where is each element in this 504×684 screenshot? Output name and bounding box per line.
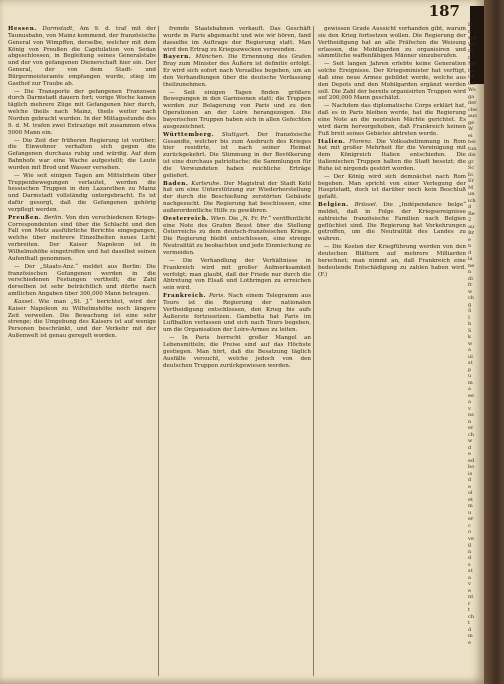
article-paragraph	[8, 264, 156, 298]
edge-text-fragment: s	[468, 561, 471, 568]
dateline-place: Wien.	[210, 215, 227, 222]
article-paragraph	[163, 335, 311, 369]
dateline-place: Berlin.	[44, 214, 64, 221]
article-text: — Die Verhandlung der Verhältnisse in Frankreich wird mit großer Aufmerksamkeit verfolgt; man glaubt, daß der Friede nur durch die Abtretung von Elsaß und Lothringen zu erreichen sein wird.	[163, 257, 311, 292]
edge-text-fragment: h	[468, 321, 472, 327]
article-paragraph	[8, 173, 156, 214]
article-paragraph	[163, 258, 311, 292]
article-paragraph	[318, 244, 466, 278]
dateline-place: Karlsruhe.	[191, 180, 222, 187]
edge-text-fragment: aus	[468, 113, 477, 119]
edge-text-fragment: e	[468, 483, 471, 490]
edge-text-fragment: d	[468, 444, 472, 451]
edge-text-fragment: v	[468, 405, 471, 412]
edge-text-fragment: sch	[468, 35, 477, 41]
article-paragraph	[318, 139, 466, 173]
article-paragraph	[163, 216, 311, 257]
edge-text-fragment: D	[468, 22, 473, 28]
dateline-place: München.	[195, 54, 224, 61]
edge-text-fragment: er	[468, 425, 474, 431]
edge-text-fragment: I	[468, 314, 470, 321]
edge-text-fragment: Me	[468, 61, 477, 67]
edge-text-fragment: Br	[468, 230, 475, 236]
edge-text-fragment: n	[468, 54, 472, 61]
article-text: — Wie seit einigen Tagen am Mittelrhein über Truppenbewegungen verlautet, werden die hessischen Truppen in den Lazarethen zu Mainz und Darmstadt vollständig untergebracht. Es ist dafür gesorgt, daß die Gefangenen gehörig verpflegt werden.	[8, 172, 156, 213]
book-gutter	[484, 0, 504, 684]
section-heading: Italien.	[318, 138, 346, 145]
article-paragraph	[8, 89, 156, 137]
dateline-place: Kassel.	[14, 298, 35, 305]
edge-text-fragment: a	[468, 347, 471, 353]
article-paragraph	[318, 174, 466, 201]
edge-text-fragment: e	[468, 639, 471, 646]
edge-text-fragment: v	[468, 581, 471, 587]
edge-text-fragment: bi	[468, 171, 473, 178]
edge-text-fragment: un	[468, 74, 475, 80]
article-paragraph	[318, 103, 466, 137]
edge-text-fragment: is	[468, 470, 473, 477]
article-text: Die Ernennung des Grafen Bray zum Minister des Äußern ist definitiv erfolgt. Er wird sich sofort nach Versailles begeben, um an den Verhandlungen über die deutsche Verfassung theilzunehmen.	[163, 54, 311, 88]
edge-text-fragment: rk	[468, 48, 474, 54]
edge-text-fragment: d	[468, 249, 472, 256]
edge-text-fragment: ge	[468, 119, 475, 126]
dateline-place: Florenz.	[349, 138, 373, 145]
edge-text-fragment: tun	[468, 145, 477, 152]
section-heading: Hessen.	[8, 26, 37, 32]
section-heading: Oesterreich.	[163, 215, 209, 222]
edge-text-fragment: ne	[468, 262, 475, 269]
edge-text-fragment: he	[468, 67, 475, 74]
section-heading: Baden.	[163, 180, 189, 187]
edge-text-fragment: st	[468, 568, 473, 574]
edge-text-fragment: u	[468, 509, 472, 516]
article-paragraph	[8, 26, 156, 88]
adjacent-page-text-fragments	[468, 22, 484, 662]
edge-text-fragment: k	[468, 334, 472, 340]
article-paragraph	[318, 26, 466, 60]
edge-text-fragment: ns	[468, 412, 474, 418]
article-text: — In Paris herrscht großer Mangel an Lebensmitteln; die Preise sind auf das Höchste gestiegen. Man hört, daß die Besatzung täglich Ausfälle versucht, welche jedoch von den deutschen Truppen zurückgewiesen werden.	[163, 335, 311, 369]
edge-text-fragment: di	[468, 275, 473, 282]
text-column-3	[318, 26, 466, 678]
article-text: — Die Zeit der früheren Regierung ist vorüber; die Einwohner verhalten sich gegen die Gefangenen durchaus ruhig und würdig. Auf dem Bahnhofe war eine Wache aufgestellt; die Leute wurden mit Brod und Wasser versehen.	[8, 137, 156, 171]
edge-text-fragment: er	[468, 516, 474, 522]
edge-text-fragment: 2	[468, 217, 472, 223]
edge-text-fragment: ve	[468, 535, 474, 542]
column-rule	[158, 26, 159, 676]
edge-text-fragment: M	[468, 184, 474, 191]
section-heading: Frankreich.	[163, 293, 207, 300]
section-heading: Bayern.	[163, 54, 192, 61]
section-heading: Belgien.	[318, 202, 349, 209]
edge-text-fragment: w	[468, 288, 473, 295]
article-paragraph	[163, 54, 311, 88]
edge-text-fragment: r	[468, 600, 471, 607]
edge-text-fragment: e	[468, 451, 471, 457]
edge-text-fragment: n	[468, 243, 472, 249]
section-heading: Preußen.	[8, 214, 42, 221]
article-paragraph	[8, 138, 156, 172]
edge-text-fragment: n	[468, 28, 472, 35]
edge-text-fragment: die	[468, 152, 476, 158]
edge-text-fragment: der	[468, 100, 477, 106]
article-paragraph	[163, 293, 311, 334]
article-text: Von den verschiedenen Kriegs-Correspondenten sind über die Schlacht und den Fall von Metz ausführliche Berichte eingegangen, welche über mehrere Einzelheiten neues Licht verbreiten. Der Kaiser Napoleon ist in Wilhelmshöhe eingetroffen und hat daselbst seinen Aufenthalt genommen.	[8, 214, 156, 262]
edge-text-fragment: n	[468, 548, 472, 555]
edge-text-fragment: ch	[468, 295, 475, 301]
article-text: fremde Staatsbahnen verkauft. Das Geschäft wurde in Paris abgemacht und wie wir hören, fand dasselbe im Auftrage der Regierung statt. Man wird den Ertrag zu Kriegszwecken verwenden.	[163, 26, 311, 53]
edge-text-fragment: S	[468, 327, 472, 334]
edge-text-fragment: p	[468, 366, 472, 373]
article-text: — Der „Staats-Anz.“ meldet aus Berlin: Die französischen Gefangenen werden in die verschiedenen Festungen vertheilt; die Zahl derselben ist sehr beträchtlich und dürfte nach amtlichen Angaben über 300,000 Mann betragen.	[8, 263, 156, 298]
article-text: — Seit langen Jahren erlebte keine Generation solche Ereignisse. Der Kriegsminister hat verfügt, daß eine neue Armee gebildet werde, welche aus den Depots und den Mobilgarden ergänzt werden soll. Die Zahl der bereits organisirten Truppen wird auf 200,000 Mann geschätzt.	[318, 61, 466, 102]
article-text: — Der König wird sich demnächst nach Rom begeben. Man spricht von einer Verlegung der Hauptstadt, doch ist darüber noch kein Beschluß gefaßt.	[318, 173, 466, 201]
edge-text-fragment: g	[468, 301, 472, 308]
edge-text-fragment: d	[468, 477, 472, 483]
edge-text-fragment: ich	[468, 197, 476, 204]
edge-text-fragment: et	[468, 496, 473, 503]
article-text: Der Magistrat der Stadt Kehl hat um eine Unterstützung zur Wiederherstellung der durch die Beschießung zerstörten Gebäude nachgesucht. Die Regierung hat beschlossen, eine außerordentliche Hilfe zu gewähren.	[163, 180, 311, 214]
edge-text-fragment: ol	[468, 490, 473, 496]
edge-text-fragment: bei	[468, 139, 476, 145]
article-text: Am 9. d. traf mit der Taunusbahn, von Mainz kommend, der französische General von Wimpffen, derselbe, welcher mit dem König von Preußen die Capitulation von Sedan abgeschlossen, in Begleitung seines Generalstabs und der von gefangenen Dienerschaft hier ein. Der General, der von dem Stadt- und Bürgermeisteramte empfangen wurde, stieg im Gasthof zur Traube ab.	[8, 26, 156, 87]
edge-text-fragment: au	[468, 223, 475, 230]
edge-text-fragment: We	[468, 41, 476, 48]
edge-text-fragment: fr	[468, 282, 473, 288]
dateline-place: Stuttgart.	[221, 131, 250, 138]
article-text: — Die Transporte der gefangenen Franzosen durch Darmstadt dauern fort; vorige Woche kamen täglich mehrere Züge mit Gefangenen hier durch, welche theils nach Mainz, theils weiter nach Norden gebracht wurden. In der Mittagsstunde des 9. d. M. trafen zwei Extrazüge mit zusammen etwa 5000 Mann ein.	[8, 88, 156, 136]
edge-text-fragment: a	[468, 399, 471, 405]
edge-text-fragment: S	[468, 308, 472, 314]
edge-text-fragment: nt	[468, 594, 474, 600]
article-paragraph	[163, 181, 311, 215]
edge-text-fragment: bo	[468, 464, 475, 470]
edge-text-fragment: ei	[468, 132, 473, 139]
edge-text-fragment: m	[468, 503, 473, 509]
article-paragraph	[163, 26, 311, 53]
article-paragraph	[318, 202, 466, 243]
page-number: 187	[428, 2, 460, 20]
edge-text-fragment: un	[468, 191, 475, 197]
edge-text-fragment: ga	[468, 93, 475, 100]
edge-text-fragment: a	[468, 386, 471, 392]
article-text: Der französische Gesandte, welcher bis zum Ausbruch des Krieges hier residirte, ist nach seiner Heimat zurückgekehrt. Die Stimmung in der Bevölkerung ist eine durchaus patriotische; die Sammlungen für die Verwundeten haben reichliche Erträge geliefert.	[163, 131, 311, 179]
article-text: Die „Indépendance belge“ meldet, daß in Folge der Kriegsereignisse zahlreiche französische Familien nach Belgien geflüchtet sind. Die Regierung hat Vorkehrungen getroffen, um die Neutralität des Landes zu wahren.	[318, 202, 466, 243]
edge-text-fragment: Wo	[468, 87, 476, 93]
article-text: Die „N. Fr. Pr.“ veröffentlicht eine Note des Grafen Beust über die Stellung Österreichs zu dem deutsch-französischen Kriege. Die Regierung bleibt entschlossen, eine strenge Neutralität zu beobachten und jede Einmischung zu vermeiden.	[163, 215, 311, 256]
edge-text-fragment: n	[468, 269, 472, 275]
edge-text-fragment: Sc	[468, 165, 475, 171]
column-rule	[313, 26, 314, 676]
edge-text-fragment: ch	[468, 431, 475, 438]
edge-text-fragment: W	[468, 126, 474, 132]
edge-text-fragment: d	[468, 626, 472, 633]
article-text: Die Volksabstimmung in Rom hat mit großer Mehrheit für die Vereinigung mit dem Königreich Italien entschieden. Die italienischen Truppen halten die Stadt besetzt; die Ruhe ist nirgends gestört worden.	[318, 138, 466, 172]
article-text: gewissen Grade Aussicht vorhanden gibt, warum sie den Krieg fortsetzen wollen. Die Regierung der Vertheidigung hat an alle Präfecten die Weisung erlassen, die Mobilgarden zu organisiren und sämmtliche waffenfähigen Männer einzuberufen.	[318, 26, 466, 60]
text-column-1	[8, 26, 156, 678]
edge-text-fragment: w	[468, 340, 473, 347]
edge-text-fragment: m	[468, 633, 473, 639]
article-text: — Nachdem das diplomatische Corps erklärt hat, daß es in Paris bleiben werde, hat die Regierung eine Note an die neutralen Mächte gerichtet. Es wird darin hervorgehoben, daß Frankreich keinen Fuß breit seines Gebietes abtreten werde.	[318, 103, 466, 137]
section-heading: Württemberg.	[163, 131, 215, 138]
edge-text-fragment: Er	[468, 178, 475, 184]
edge-text-fragment: ed	[468, 457, 475, 464]
edge-text-fragment: a	[468, 574, 471, 581]
edge-text-fragment: n	[468, 418, 472, 425]
article-text: — Seit einigen Tagen finden größere Bewegungen in den Garnisonen statt; die Truppen werden zur Belagerung von Paris und zu den Operationen an der Loire herangezogen. Die bayerischen Truppen haben sich in allen Gefechten ausgezeichnet.	[163, 89, 311, 130]
edge-text-fragment: c	[468, 522, 471, 529]
edge-text-fragment: gr	[468, 158, 474, 165]
edge-text-fragment: m	[468, 379, 473, 386]
edge-text-fragment: ch	[468, 613, 475, 620]
edge-text-fragment: Ge	[468, 80, 475, 87]
edge-text-fragment: d	[468, 555, 472, 561]
edge-text-fragment: g	[468, 542, 472, 548]
article-paragraph	[8, 299, 156, 340]
article-paragraph	[163, 132, 311, 180]
edge-text-fragment: la	[468, 256, 473, 262]
article-text: Nach einem Telegramm aus Tours ist die Regierung der nationalen Vertheidigung entschlossen, den Krieg bis aufs Äußerste fortzusetzen. Gambetta hat Paris im Luftballon verlassen und sich nach Tours begeben, um die Organisation der Loire-Armee zu leiten.	[163, 293, 311, 334]
edge-text-fragment: ee	[468, 392, 474, 399]
dateline-place: Darmstadt,	[42, 26, 75, 32]
edge-text-fragment: che	[468, 106, 477, 113]
edge-text-fragment: o	[468, 529, 472, 535]
edge-text-fragment: t	[468, 607, 471, 613]
dateline-place: Brüssel.	[354, 202, 378, 209]
edge-text-fragment: st	[468, 360, 473, 366]
edge-text-fragment: u	[468, 373, 472, 379]
edge-text-fragment: e	[468, 236, 471, 243]
edge-text-fragment: Re	[468, 210, 475, 217]
dateline-place: Paris.	[209, 293, 226, 300]
article-text: — Die Kosten der Kriegführung werden von den deutschen Blättern auf mehrere Milliarden berechnet; man nimmt an, daß Frankreich eine bedeutende Entschädigung zu zahlen haben wird. (F.)	[318, 244, 466, 278]
text-column-2	[163, 26, 311, 678]
article-paragraph	[8, 215, 156, 263]
edge-text-fragment: e	[468, 587, 471, 594]
article-paragraph	[318, 61, 466, 102]
article-paragraph	[163, 90, 311, 131]
article-text: Wie man „St. J.“ berichtet, wird der Kaiser Napoleon zu Wilhelmshöhe noch längere Zeit verweilen. Die Bewachung ist eine sehr strenge; die Umgebung des Kaisers ist auf wenige Personen beschränkt, und der Verkehr mit der Außenwelt ist genau geregelt worden.	[8, 298, 156, 340]
edge-text-fragment: d	[468, 204, 472, 210]
edge-text-fragment: ul	[468, 353, 473, 360]
edge-text-fragment: w	[468, 438, 473, 444]
edge-text-fragment: t	[468, 620, 471, 626]
